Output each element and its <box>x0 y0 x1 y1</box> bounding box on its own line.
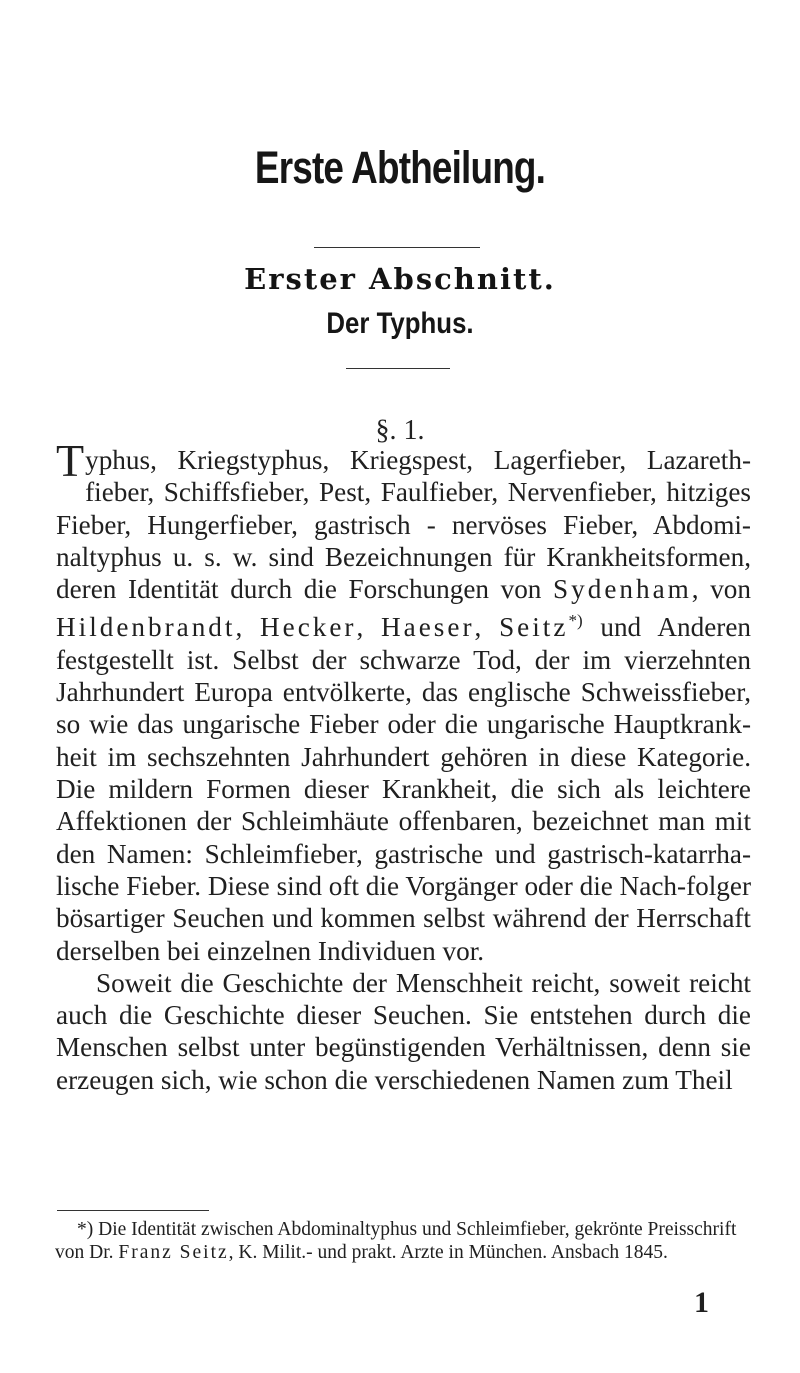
title-divider-2 <box>346 368 450 369</box>
body-text <box>56 435 751 1096</box>
page-number: 1 <box>694 1286 709 1319</box>
separator-1: , <box>235 612 260 643</box>
paragraph-1-text-a: yphus, Kriegstyphus, Kriegspest, Lagerfieber, Lazareth-fieber, Schiffsfieber, Pest, Faulfieber, Nervenfieber, hitziges Fieber, Hungerfieber, gastrisch - nervöses Fieber, Abdomi-naltyphus u. s. w. sind Bezeichnungen für Krankheitsformen, deren Identität durch die Forschungen von <box>56 445 751 605</box>
footnote-divider <box>57 1210 209 1211</box>
section-title: Erster Abschnitt. <box>244 262 556 296</box>
part-title: Erste Abtheilung. <box>254 142 546 193</box>
footnote-text-b: , K. Milit.- und prakt. Arzte in München. Ansbach 1845. <box>228 1242 668 1263</box>
footnote-text-a: Die Identität zwischen Abdominaltyphus und Schleimfieber, gekrönte Preisschrift von Dr. <box>55 1219 737 1263</box>
chapter-title: Der Typhus. <box>326 307 474 340</box>
footnote-marker: *) <box>77 1219 94 1240</box>
separator-2: , <box>356 612 382 643</box>
initial-letter: T <box>56 435 85 486</box>
footnote-author: Franz Seitz <box>118 1242 229 1263</box>
footnote-text <box>55 1218 755 1264</box>
name-hecker: Hecker <box>260 612 357 643</box>
name-seitz: Seitz <box>499 612 569 643</box>
footnote <box>55 1218 755 1264</box>
paragraph-mark: §. 1. <box>375 415 425 446</box>
name-haeser: Haeser <box>381 612 475 643</box>
paragraph-2: Soweit die Geschichte der Menschheit reicht, soweit reicht auch die Geschichte dieser Seuchen. Sie entstehen durch die Menschen selbst unter begünstigenden Verhältnissen, denn sie erzeugen sich, wie schon die verschiedenen Namen zum Theil <box>56 967 751 1095</box>
separator-3: , <box>474 612 500 643</box>
title-divider-1 <box>314 247 480 248</box>
paragraph-1-text-c: und Anderen festgestellt ist. Selbst der schwarze Tod, der im vierzehnten Jahrhundert Europa entvölkerte, das englische Schweissfieber, so wie das ungarische Fieber oder die ungarische Hauptkrank-heit im sechszehnten Jahrhundert gehören in diese Kategorie. Die mildern Formen dieser Krankheit, die sich als leichtere Affektionen der Schleimhäute offenbaren, bezeichnet man mit den Namen: Schleimfieber, gastrische und gastrisch-katarrha-lische Fieber. Diese sind oft die Vorgänger oder die Nach-folger bösartiger Seuchen und kommen selbst während der Herrschaft derselben bei einzelnen Individuen vor. <box>56 612 751 966</box>
name-hildenbrandt: Hildenbrandt <box>56 612 236 643</box>
name-sydenham: Sydenham <box>553 574 692 605</box>
paragraph-1 <box>56 435 751 967</box>
footnote-reference[interactable]: *) <box>568 611 583 631</box>
paragraph-1-text-b: , von <box>691 574 751 605</box>
